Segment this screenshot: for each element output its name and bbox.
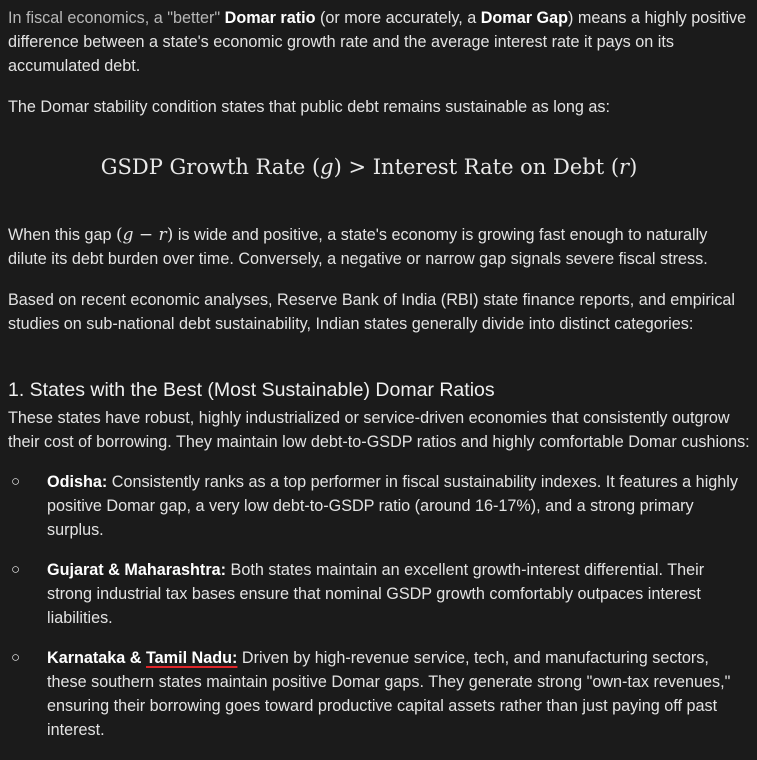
formula-left-label: GSDP Growth Rate	[100, 155, 306, 179]
hollow-circle-bullet-icon: ○	[11, 649, 21, 666]
gap-rest: is wide and positive, a state's economy is growing fast enough to naturally dilute its debt burden over time. Conversely, a negative or narrow gap signals severe fiscal stress.	[8, 226, 708, 268]
state-text-karnataka-tamil-nadu: Driven by high-revenue service, tech, and manufacturing sectors, these southern states maintain positive Domar gaps. They generate strong "own-tax revenues," ensuring their borrowing goes toward productive capital assets rather than just paying off past interest.	[47, 649, 731, 739]
state-text-gujarat-maharashtra: Both states maintain an excellent growth-interest differential. Their strong industrial tax bases ensure that nominal GSDP growth comfortably outpaces interest liabilities.	[47, 561, 705, 627]
intro-paragraph	[8, 6, 750, 78]
state-text-odisha: Consistently ranks as a top performer in fiscal sustainability indexes. It features a highly positive Domar gap, a very low debt-to-GSDP ratio (around 16-17%), and a strong primary surplus.	[47, 473, 738, 539]
hollow-circle-bullet-icon: ○	[11, 561, 21, 578]
intro-lead: In fiscal economics, a "better"	[8, 9, 221, 27]
section1-description: These states have robust, highly industrialized or service-driven economies that consistently outgrow their cost of borrowing. They maintain low debt-to-GSDP ratios and highly comfortable Domar cushions:	[8, 409, 750, 451]
state-name-karnataka: Karnataka &	[47, 649, 142, 667]
analysis-paragraph: Based on recent economic analyses, Reserve Bank of India (RBI) state finance reports, and empirical studies on sub-national debt sustainability, Indian states generally divide into distinct categories:	[8, 291, 736, 333]
gap-math-wrapper: (g − r)	[115, 225, 174, 245]
state-name-gujarat-maharashtra: Gujarat & Maharashtra:	[47, 561, 227, 579]
formula-left-var: g	[320, 155, 334, 179]
chat-response	[8, 6, 750, 758]
list-item-odisha	[8, 470, 750, 542]
gap-lead: When this gap	[8, 226, 112, 244]
hollow-circle-bullet-icon: ○	[11, 473, 21, 490]
term-domar-ratio: Domar ratio	[224, 9, 316, 27]
intro-mid: (or more accurately, a	[320, 9, 477, 27]
states-list	[8, 470, 750, 742]
formula-right-var: r	[619, 155, 630, 179]
stability-condition-text: The Domar stability condition states that public debt remains sustainable as long as:	[8, 98, 610, 116]
list-item-karnataka-tamil-nadu	[8, 646, 750, 742]
gap-math: g − r	[122, 225, 167, 245]
term-domar-gap: Domar Gap	[480, 9, 568, 27]
gap-paragraph	[8, 223, 750, 271]
section1-heading: 1. States with the Best (Most Sustainable) Domar Ratios	[8, 379, 495, 401]
list-item-gujarat-maharashtra	[8, 558, 750, 630]
formula-right-label: Interest Rate on Debt	[372, 155, 605, 179]
state-name-tamil-nadu: Tamil Nadu:	[145, 649, 238, 667]
state-name-odisha: Odisha:	[47, 473, 108, 491]
domar-formula: GSDP Growth Rate (g) > Interest Rate on Debt (r)	[100, 155, 638, 179]
intro-end: ) means a highly positive difference between a state's economic growth rate and the average interest rate it pays on its accumulated debt.	[8, 9, 747, 75]
formula-operator: >	[348, 155, 367, 179]
